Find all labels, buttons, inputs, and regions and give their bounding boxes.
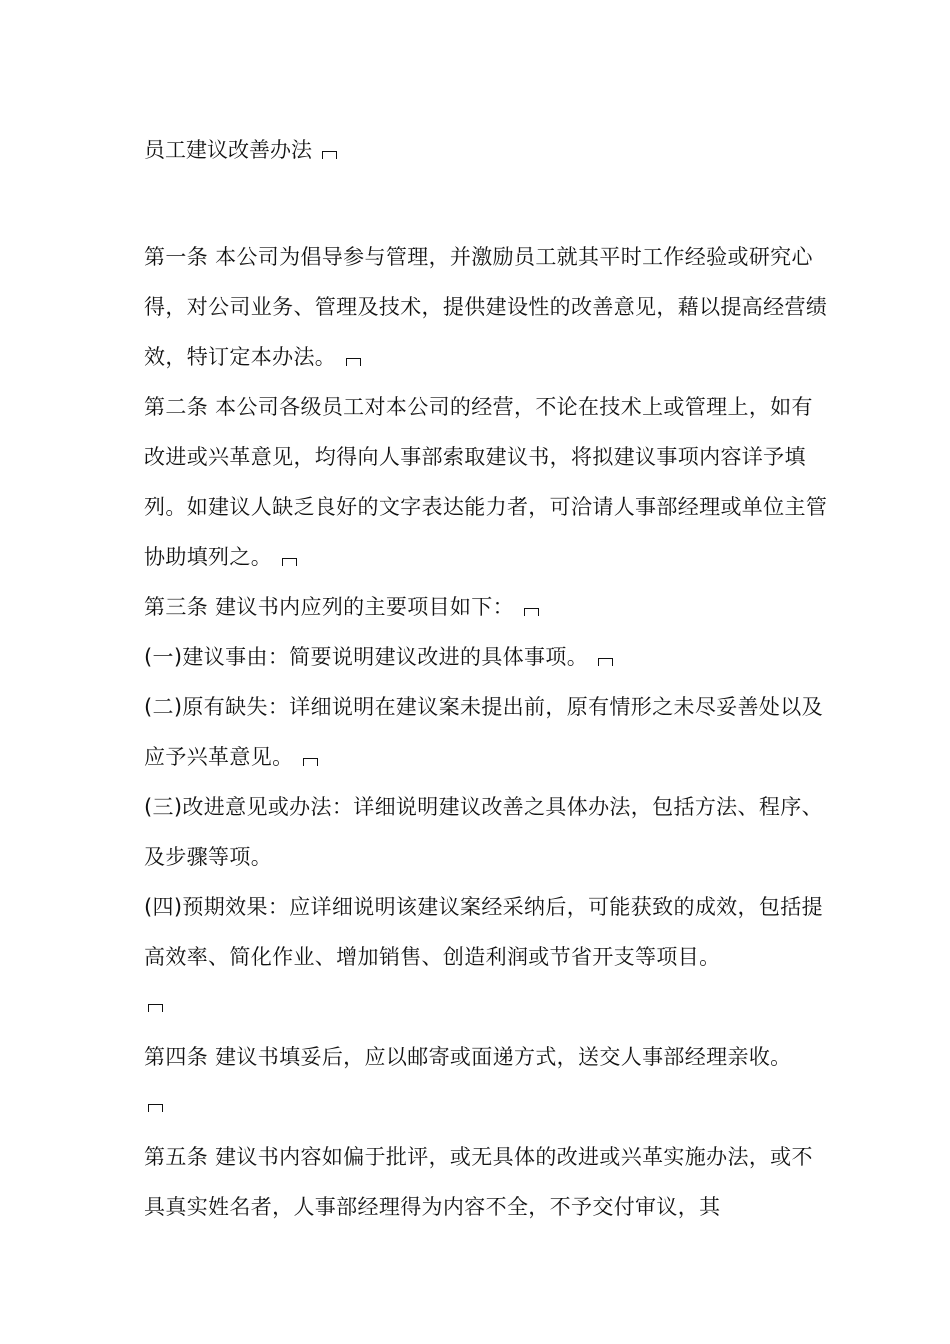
item-1-paragraph [144,632,834,682]
item-4-paragraph [144,882,834,1032]
item-3-paragraph [144,782,834,882]
paragraph-mark-icon [148,1004,163,1012]
paragraph-mark-icon [303,758,318,766]
document-title-text: 员工建议改善办法 [144,138,312,162]
document-body [144,232,834,1232]
paragraph-text: 第三条 建议书内应列的主要项目如下： [144,595,514,619]
paragraph-mark-icon [148,1104,163,1112]
article-3-paragraph [144,582,834,632]
paragraph-mark-icon [346,358,361,366]
paragraph-mark-icon [322,151,337,159]
article-5-paragraph [144,1132,834,1232]
paragraph-text: (二)原有缺失：详细说明在建议案未提出前，原有情形之未尽妥善处以及应予兴革意见。 [144,695,823,769]
paragraph-mark-icon [282,558,297,566]
article-4-paragraph [144,1032,834,1132]
paragraph-text: 第二条 本公司各级员工对本公司的经营，不论在技术上或管理上，如有改进或兴革意见，均得向人事部索取建议书，将拟建议事项内容详予填列。如建议人缺乏良好的文字表达能力者，可洽请人事部经理或单位主管协助填列之。 [144,395,828,569]
paragraph-text: (四)预期效果：应详细说明该建议案经采纳后，可能获致的成效，包括提高效率、简化作业、增加销售、创造利润或节省开支等项目。 [144,895,823,969]
paragraph-text: (三)改进意见或办法：详细说明建议改善之具体办法，包括方法、程序、及步骤等项。 [144,795,823,869]
paragraph-mark-icon [598,658,613,666]
item-2-paragraph [144,682,834,782]
article-1-paragraph [144,232,834,382]
paragraph-mark-icon [524,608,539,616]
paragraph-text: (一)建议事由：简要说明建议改进的具体事项。 [144,645,589,669]
document-title [144,134,337,166]
paragraph-text: 第四条 建议书填妥后，应以邮寄或面递方式，送交人事部经理亲收。 [144,1045,792,1069]
article-2-paragraph [144,382,834,582]
paragraph-text: 第五条 建议书内容如偏于批评，或无具体的改进或兴革实施办法，或不具真实姓名者，人事部经理得为内容不全，不予交付审议，其 [144,1145,813,1219]
paragraph-text: 第一条 本公司为倡导参与管理，并激励员工就其平时工作经验或研究心得，对公司业务、管理及技术，提供建设性的改善意见，藉以提高经营绩效，特订定本办法。 [144,245,828,369]
